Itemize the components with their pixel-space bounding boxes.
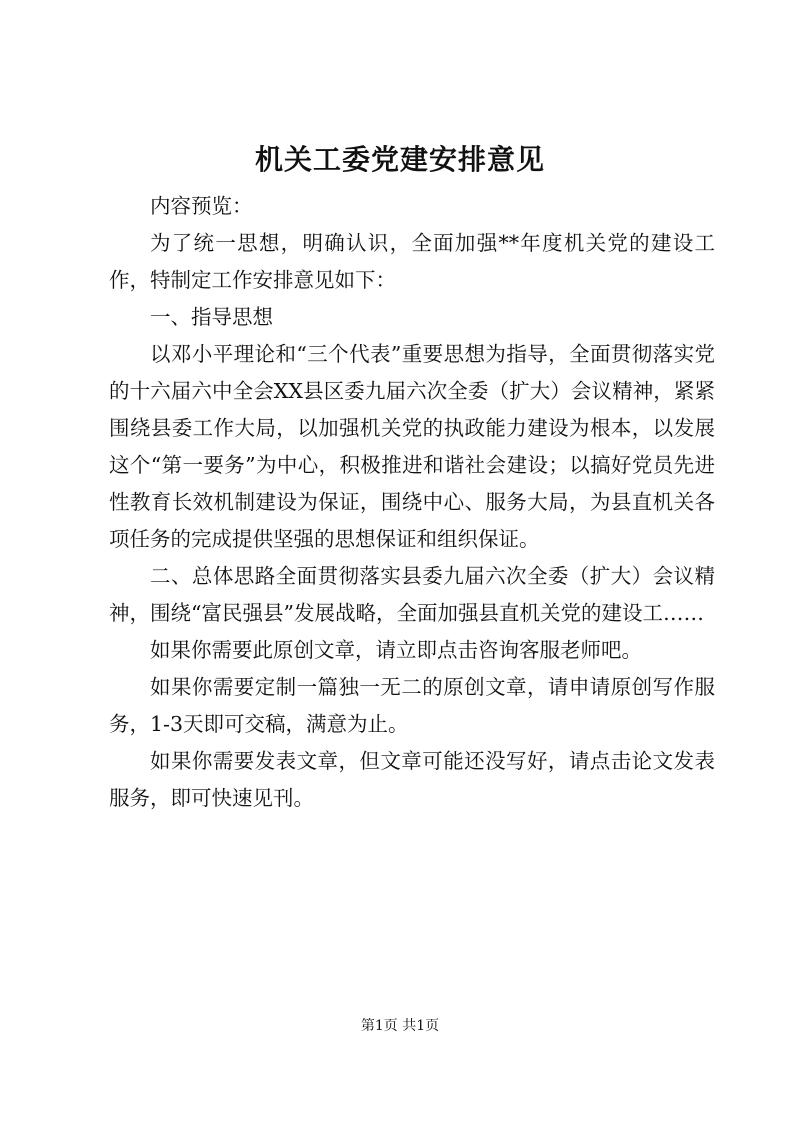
page-title: 机关工委党建安排意见: [254, 143, 545, 176]
section-heading-guiding-thought: 一、指导思想: [150, 305, 273, 329]
consult-service-link[interactable]: 如果你需要此原创文章，请立即点击咨询客服老师吧。: [150, 638, 642, 662]
document-body: [109, 188, 715, 817]
guiding-thought-paragraph: 以邓小平理论和“三个代表”重要思想为指导，全面贯彻落实党的十六届六中全会XX县区委九届六次全委（扩大）会议精神，紧紧围绕县委工作大局，以加强机关党的执政能力建设为根本，以发展这个“第一要务”为中心，积极推进和谐社会建设；以搞好党员先进性教育长效机制建设为保证，围绕中心、服务大局，为县直机关各项任务的完成提供坚强的思想保证和组织保证。: [109, 342, 715, 551]
custom-writing-link[interactable]: 如果你需要定制一篇独一无二的原创文章，请申请原创写作服务，1-3天即可交稿，满意为止。: [109, 675, 715, 736]
overall-approach-paragraph: 二、总体思路全面贯彻落实县委九届六次全委（扩大）会议精神，围绕“富民强县”发展战略，全面加强县直机关党的建设工……: [109, 564, 715, 625]
intro-paragraph: 为了统一思想，明确认识，全面加强**年度机关党的建设工作，特制定工作安排意见如下：: [109, 231, 715, 292]
preview-label: 内容预览：: [150, 194, 253, 218]
page-footer: 第1页 共1页: [360, 1018, 440, 1034]
publish-service-link[interactable]: 如果你需要发表文章，但文章可能还没写好，请点击论文发表服务，即可快速见刊。: [109, 749, 715, 810]
